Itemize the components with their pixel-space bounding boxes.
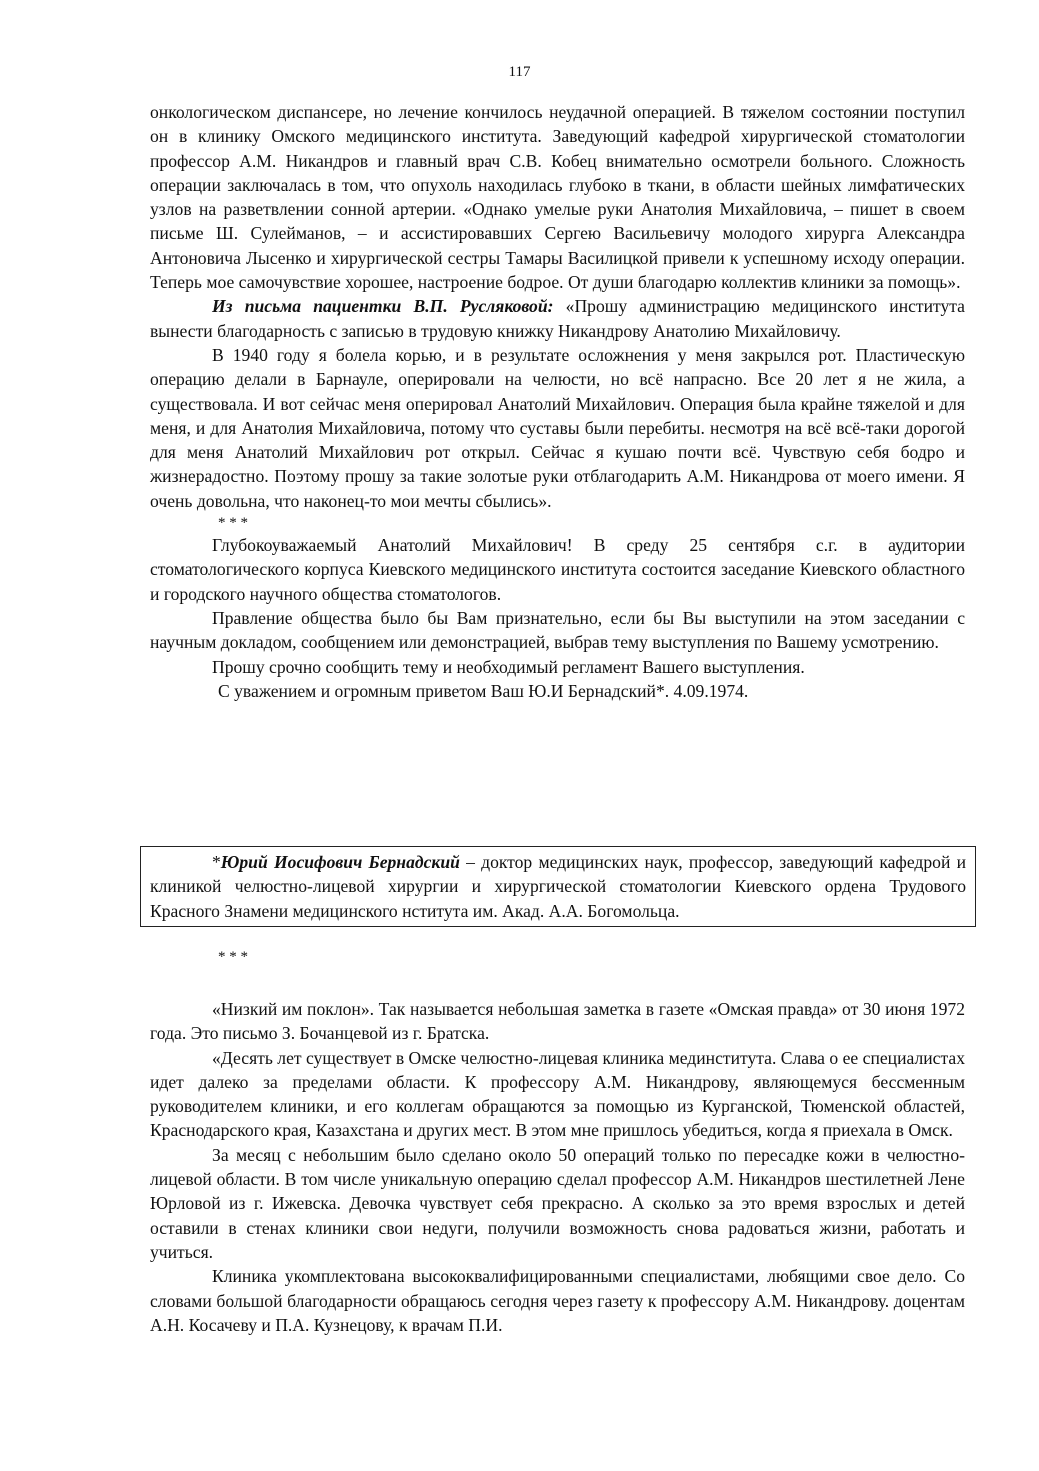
paragraph-ruslyakova-intro: [150, 294, 965, 343]
footnote-name: Юрий Иосифович Бернадский: [220, 852, 460, 872]
footnote-box: [140, 846, 976, 927]
paragraph: В 1940 году я болела корью, и в результате осложнения у меня закрылся рот. Пластическую операцию делали в Барнауле, оперировали на челюсти, но всё напрасно. Все 20 лет я не жила, а существовала. И вот сейчас меня оперировал Анатолий Михайлович. Операция была крайне тяжелой и для меня, и для Анатолия Михайловича, потому что суставы были перебиты. несмотря на всё всё-таки дорогой для меня Анатолий Михайлович рот открыл. Сейчас я кушаю почти всё. Чувствую себя бодро и жизнерадостно. Поэтому прошу за такие золотые руки отблагодарить А.М. Никандрова от моего имени. Я очень довольна, что наконец-то мои мечты сбылись».: [150, 344, 965, 511]
paragraph: Прошу срочно сообщить тему и необходимый регламент Вашего выступления.: [212, 656, 805, 677]
paragraph: «Десять лет существует в Омске челюстно-лицевая клиника мединститута. Слава о ее специалистах идет далеко за пределами области. К профессору А.М. Никандрову, являющемуся бессменным руководителем клиники, и его коллегам обращаются за помощью из Курганской, Тюменской областей, Краснодарского края, Казахстана и других мест. В этом мне пришлось убедиться, когда я приехала в Омск.: [150, 1047, 965, 1141]
separator-block: [150, 947, 965, 967]
separator-stars: * * *: [218, 515, 248, 532]
footnote-marker: *: [212, 852, 221, 872]
upper-text-block: [150, 100, 965, 703]
letter-signoff: С уважением и огромным приветом Ваш Ю.И Бернадский*. 4.09.1974.: [218, 680, 749, 701]
paragraph: «Низкий им поклон». Так называется небольшая заметка в газете «Омская правда» от 30 июня 1972 года. Это письмо З. Бочанцевой из г. Братска.: [150, 999, 965, 1044]
page-number: 117: [508, 64, 531, 80]
letter-text: «Прошу администрацию медицинского института вынести благодарность с записью в трудовую книжку Никандрову Анатолию Михайловичу.: [150, 296, 965, 341]
paragraph: онкологическом диспансере, но лечение кончилось неудачной операцией. В тяжелом состоянии поступил он в клинику Омского медицинского института. Заведующий кафедрой хирургической стоматологии профессор А.М. Никандров и главный врач С.В. Кобец внимательно осмотрели больного. Сложность операции заключалась в том, что опухоль находилась глубоко в ткани, в области шейных лимфатических узлов на разветвлении сонной артерии. «Однако умелые руки Анатолия Михайловича, – пишет в своем письме Ш. Сулейманов, – и ассистировавших Сергею Васильевичу молодого хирурга Александра Антоновича Лысенко и хирургической сестры Тамары Василицкой привели к успешному исходу операции. Теперь мое самочувствие хорошее, настроение бодрое. От души благодарю коллектив клиники за помощь».: [150, 102, 965, 293]
paragraph: Правление общества было бы Вам признательно, если бы Вы выступили на этом заседании с научным докладом, сообщением или демонстрацией, выбрав тему выступления по Вашему усмотрению.: [150, 607, 965, 653]
paragraph: За месяц с небольшим было сделано около 50 операций только по пересадке кожи в челюстно-лицевой области. В том числе уникальную операцию сделал профессор А.М. Никандров шестилетней Лене Юрловой из г. Ижевска. Девочка чувствует себя прекрасно. А сколько за это время взрослых и детей оставили в стенах клиники свои недуги, получили возможность снова радоваться жизни, работать и учиться.: [150, 1144, 965, 1262]
footnote-text: [150, 850, 966, 923]
separator-stars: * * *: [218, 949, 248, 965]
lower-text-block: [150, 997, 965, 1337]
paragraph: Глубокоуважаемый Анатолий Михайлович! В среду 25 сентября с.г. в аудитории стоматологического корпуса Киевского медицинского института состоится заседание Киевского областного и городского научного общества стоматологов.: [150, 535, 965, 604]
footnote-body: – доктор медицинских наук, профессор, заведующий кафедрой и клиникой челюстно-лицевой хирургии и хирургической стоматологии Киевского ордена Трудового Красного Знамени медицинского нститута им. Акад. А.А. Богомольца.: [150, 852, 966, 921]
letter-lead: Из письма пациентки В.П. Русляковой:: [212, 296, 554, 317]
paragraph: Клиника укомплектована высококвалифицированными специалистами, любящими свое дело. Со словами большой благодарности обращаюсь сегодня через газету к профессору А.М. Никандрову. доцентам А.Н. Косачеву и П.А. Кузнецову, к врачам П.И.: [150, 1266, 965, 1335]
